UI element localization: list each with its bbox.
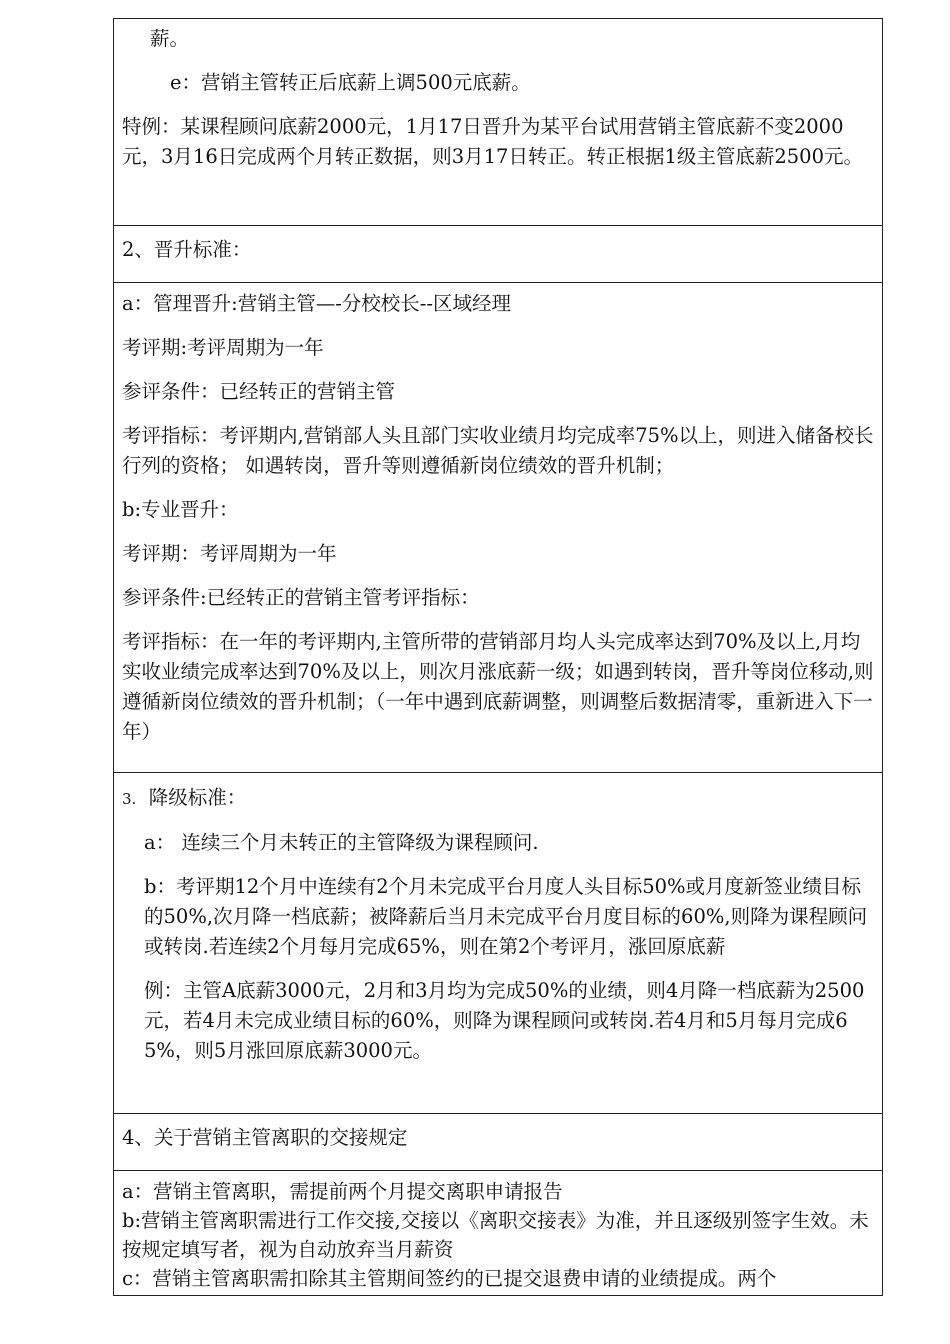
table-row (114, 283, 883, 773)
cell-section4-heading (114, 1114, 883, 1171)
cell-section2-body (114, 283, 883, 773)
text-line: a： 连续三个月未转正的主管降级为课程顾问. (144, 831, 539, 854)
cell-base-salary (114, 19, 883, 226)
section-heading: 2、晋升标准： (122, 238, 252, 261)
text-line: 参评条件:已经转正的营销主管考评指标： (122, 586, 480, 609)
section-number: 3. (122, 790, 137, 808)
section-heading-text: 降级标准： (148, 786, 247, 809)
text-line: e：营销主管转正后底薪上调500元底薪。 (170, 71, 531, 94)
text-line: 参评条件：已经转正的营销主管 (122, 380, 396, 403)
text-line: c：营销主管离职需扣除其主管期间签约的已提交退费申请的业绩提成。两个 (122, 1267, 777, 1290)
cell-section3 (114, 773, 883, 1114)
text-line: 考评期:考评周期为一年 (122, 336, 324, 359)
section-heading: 4、关于营销主管离职的交接规定 (122, 1126, 408, 1149)
text-line: 考评期：考评周期为一年 (122, 542, 337, 565)
text-paragraph: b：考评期12个月中连续有2个月未完成平台月度人头目标50%或月度新签业绩目标的50%,次月降一档底薪；被降薪后当月未完成平台月度目标的60%,则降为课程顾问或转岗.若连续2个月每月完成65%，则在第2个考评月，涨回原底薪 (144, 875, 868, 958)
table-row (114, 1171, 883, 1296)
table-row (114, 1114, 883, 1171)
table-row (114, 226, 883, 283)
text-line: a：管理晋升:营销主管—-分校校长--区域经理 (122, 292, 511, 315)
example-paragraph: 例：主管A底薪3000元，2月和3月均为完成50%的业绩，则4月降一档底薪为2500元，若4月未完成业绩目标的60%，则降为课程顾问或转岗.若4月和5月每月完成65%，则5月涨回原底薪3000元。 (144, 979, 865, 1062)
table-row (114, 19, 883, 226)
text-paragraph: b:营销主管离职需进行工作交接,交接以《离职交接表》为准，并且逐级别签字生效。未按规定填写者，视为自动放弃当月薪资 (122, 1209, 869, 1261)
text-line: 薪。 (150, 27, 190, 50)
section-heading (122, 783, 874, 814)
text-paragraph: 考评指标：考评期内,营销部人头且部门实收业绩月均完成率75%以上，则进入储备校长行列的资格； 如遇转岗，晋升等则遵循新岗位绩效的晋升机制； (122, 424, 874, 477)
text-paragraph: 考评指标：在一年的考评期内,主管所带的营销部月均人头完成率达到70%及以上,月均实收业绩完成率达到70%及以上，则次月涨底薪一级；如遇到转岗，晋升等岗位移动,则遵循新岗位绩效的晋升机制；（一年中遇到底薪调整，则调整后数据清零，重新进入下一年） (122, 630, 874, 743)
policy-table (113, 18, 883, 1296)
table-row (114, 773, 883, 1114)
cell-section2-heading (114, 226, 883, 283)
text-line: a：营销主管离职，需提前两个月提交离职申请报告 (122, 1180, 563, 1203)
cell-section4-body (114, 1171, 883, 1296)
text-line: b:专业晋升： (122, 498, 239, 521)
example-paragraph: 特例：某课程顾问底薪2000元，1月17日晋升为某平台试用营销主管底薪不变2000元，3月16日完成两个月转正数据，则3月17日转正。转正根据1级主管底薪2500元。 (122, 115, 863, 168)
